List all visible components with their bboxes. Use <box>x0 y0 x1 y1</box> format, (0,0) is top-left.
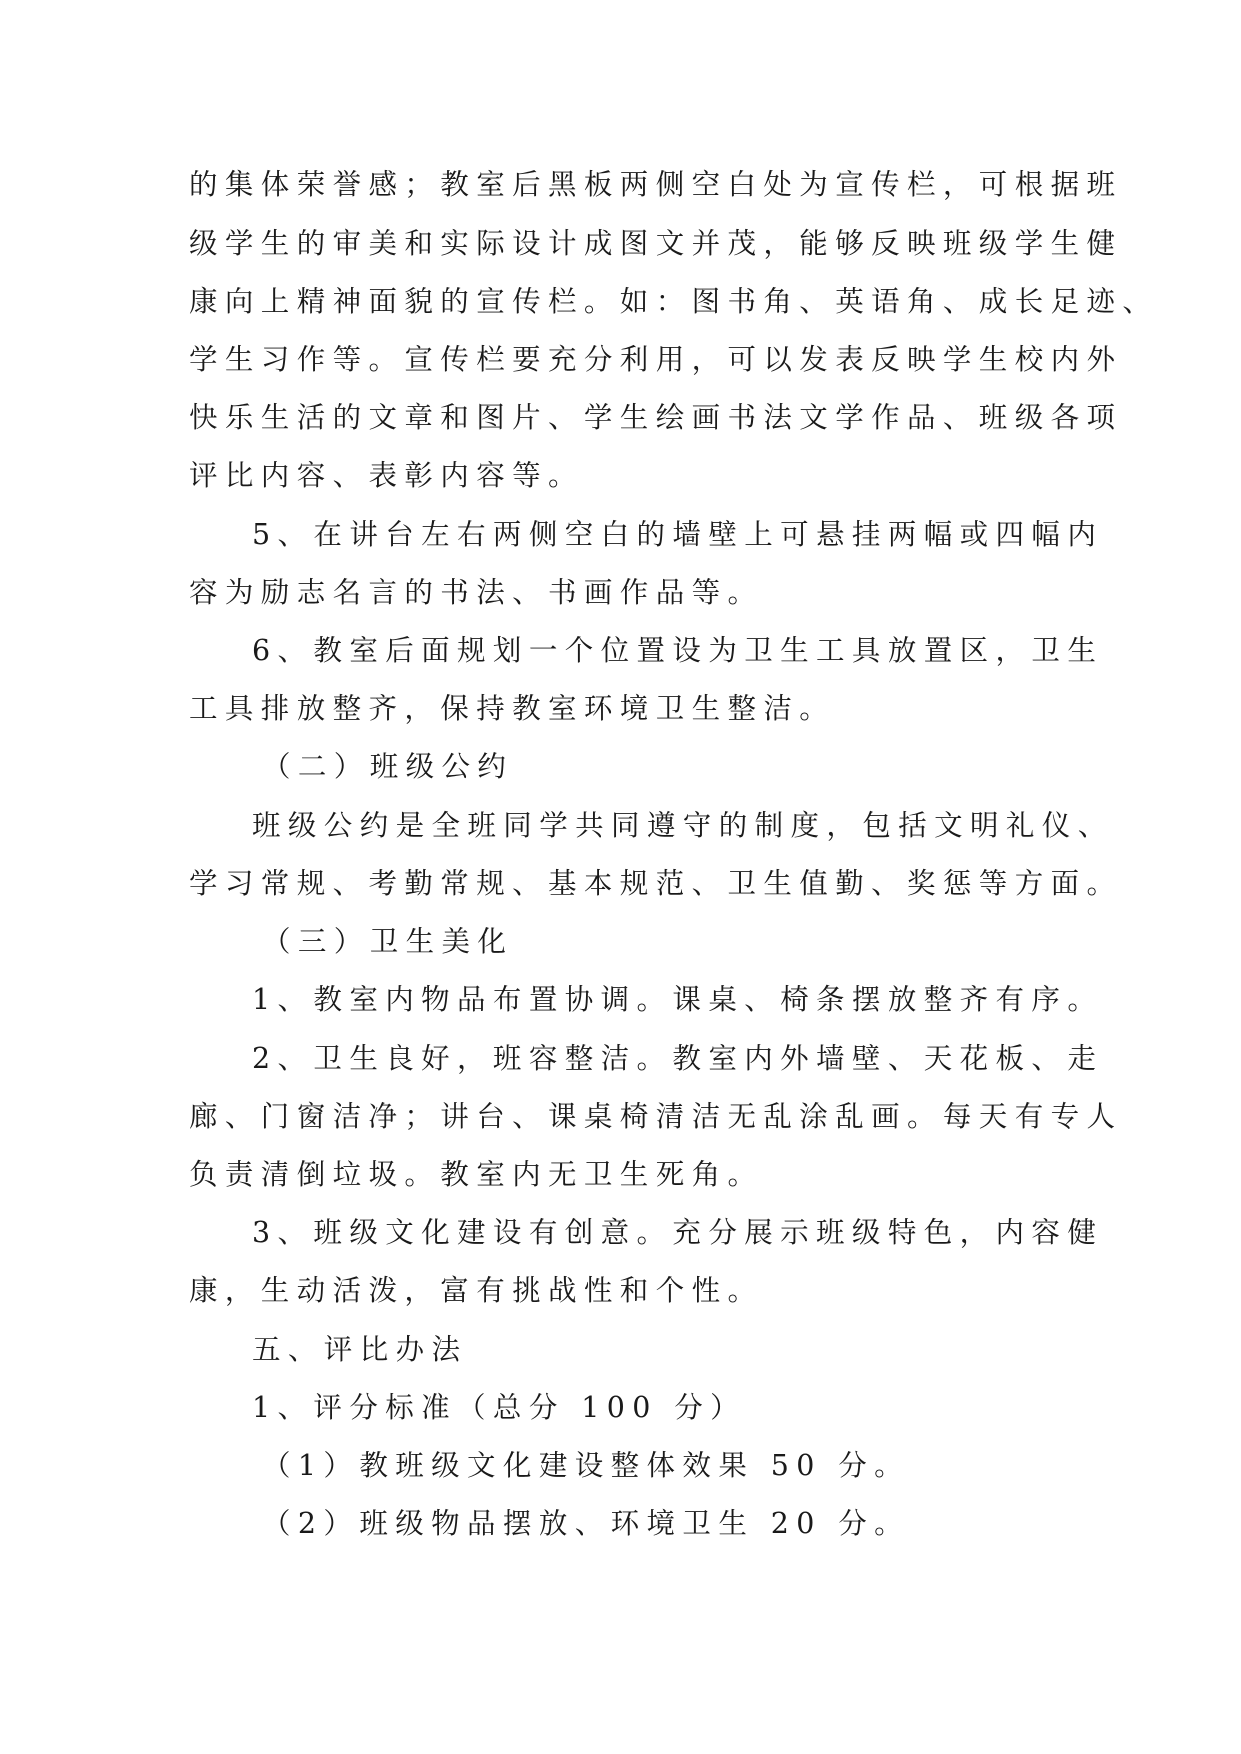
text-line: 学习常规、考勤常规、基本规范、卫生值勤、奖惩等方面。 <box>189 867 1123 900</box>
section-heading: （三）卫生美化 <box>262 925 514 958</box>
text-line: 3、班级文化建设有创意。充分展示班级特色，内容健 <box>252 1216 1104 1249</box>
text-line: 1、教室内物品布置协调。课桌、椅条摆放整齐有序。 <box>252 983 1104 1016</box>
text-line: 学生习作等。宣传栏要充分利用，可以发表反映学生校内外 <box>189 343 1123 376</box>
text-line: 康，生动活泼，富有挑战性和个性。 <box>189 1274 764 1307</box>
text-line: （1）教班级文化建设整体效果 50 分。 <box>262 1449 911 1482</box>
text-line: 1、评分标准（总分 100 分） <box>252 1391 747 1424</box>
section-heading: （二）班级公约 <box>262 750 514 783</box>
text-line: 级学生的审美和实际设计成图文并茂，能够反映班级学生健 <box>189 227 1123 260</box>
text-line: 的集体荣誉感；教室后黑板两侧空白处为宣传栏，可根据班 <box>189 168 1123 201</box>
text-line: 廊、门窗洁净；讲台、课桌椅清洁无乱涂乱画。每天有专人 <box>189 1100 1123 1133</box>
text-line: 5、在讲台左右两侧空白的墙壁上可悬挂两幅或四幅内 <box>252 518 1104 551</box>
text-line: 评比内容、表彰内容等。 <box>189 459 584 492</box>
text-line: 快乐生活的文章和图片、学生绘画书法文学作品、班级各项 <box>189 401 1123 434</box>
text-line: 班级公约是全班同学共同遵守的制度，包括文明礼仪、 <box>252 809 1114 842</box>
text-line: 负责清倒垃圾。教室内无卫生死角。 <box>189 1158 764 1191</box>
text-line: 康向上精神面貌的宣传栏。如：图书角、英语角、成长足迹、 <box>189 285 1159 318</box>
text-line: 容为励志名言的书法、书画作品等。 <box>189 576 764 609</box>
text-line: 2、卫生良好，班容整洁。教室内外墙壁、天花板、走 <box>252 1042 1104 1075</box>
text-line: （2）班级物品摆放、环境卫生 20 分。 <box>262 1507 911 1540</box>
text-line: 工具排放整齐，保持教室环境卫生整洁。 <box>189 692 836 725</box>
text-line: 6、教室后面规划一个位置设为卫生工具放置区，卫生 <box>252 634 1104 667</box>
section-heading: 五、评比办法 <box>252 1333 468 1366</box>
